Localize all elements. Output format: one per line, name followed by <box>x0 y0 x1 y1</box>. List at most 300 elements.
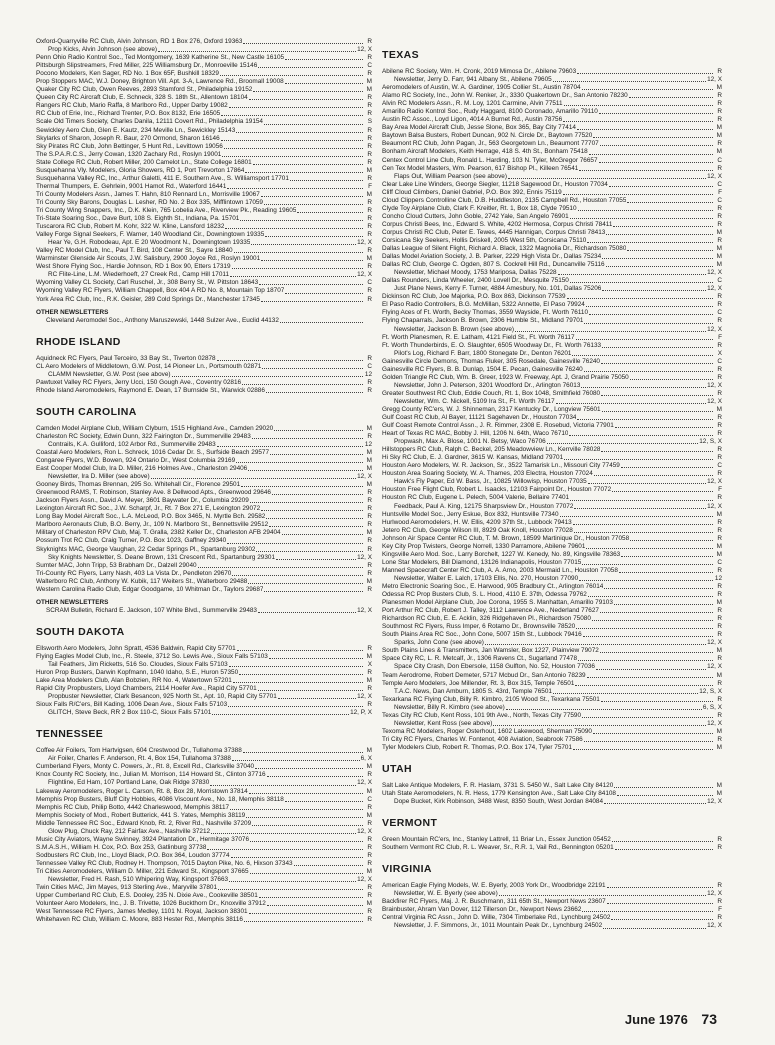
dot-leader <box>547 443 699 444</box>
entry-code: R <box>717 373 722 381</box>
dot-leader <box>269 658 363 659</box>
entry-code: M <box>716 550 722 558</box>
dot-leader <box>253 164 363 165</box>
entry-code: R <box>717 695 722 703</box>
entry-text: Flightline, Ed Ham, 107 Portland Lane, Oak Ridge 37830 <box>48 779 210 787</box>
entry-text: Sky Pirates RC Club, John Bettinger, 5 Hunt Rd., Levittown 19056 <box>36 142 223 150</box>
club-entry <box>36 505 372 513</box>
dot-leader <box>508 178 706 179</box>
dot-leader <box>261 260 363 261</box>
dot-leader <box>587 242 713 243</box>
dot-leader <box>261 196 363 197</box>
club-entry <box>382 680 722 688</box>
dot-leader <box>225 228 363 229</box>
entry-text: Planesmen Model Airplane Club, Joe Corona, 1955 S. Manhattan, Amarillo 79103 <box>382 599 613 607</box>
entry-text: Glow Plug, Chuck Ray, 212 Fairfax Ave., Nashville 37212 <box>48 827 211 835</box>
dot-leader <box>232 575 363 576</box>
dot-leader <box>267 905 363 906</box>
club-entry <box>36 763 372 771</box>
entry-text: Alamo RC Society, Inc., John W. Renker, Jr., 3330 Quakertown Dr., San Antonio 78230 <box>382 92 628 100</box>
entry-code: R <box>717 164 722 172</box>
dot-leader <box>290 180 363 181</box>
club-entry <box>382 140 722 148</box>
dot-leader <box>553 81 706 82</box>
newsletter-entry <box>382 438 722 446</box>
dot-leader <box>261 510 363 511</box>
entry-code: M <box>366 78 372 86</box>
dot-leader <box>506 709 702 710</box>
club-entry <box>382 898 722 906</box>
dot-leader <box>601 363 713 364</box>
entry-code: M <box>366 424 372 432</box>
newsletter-entry <box>382 575 722 583</box>
entry-code: R <box>717 422 722 430</box>
entry-code: R <box>717 836 722 844</box>
club-entry <box>36 86 372 94</box>
club-entry <box>36 279 372 287</box>
club-entry <box>36 387 372 395</box>
club-entry <box>36 425 372 433</box>
dot-leader <box>584 371 713 372</box>
newsletter-entry <box>382 798 722 806</box>
dot-leader <box>573 524 713 525</box>
entry-code: R <box>367 701 372 709</box>
entry-text: Flying Eagles Model Club, Inc., R. Steele, 3712 So. Lewis Ave., Sioux Falls 57103 <box>36 652 268 660</box>
entry-code: 12, X <box>357 779 372 787</box>
club-entry <box>382 116 722 124</box>
entry-code: R <box>717 100 722 108</box>
dot-leader <box>593 137 713 138</box>
entry-text: Clear Lake Line Winders, George Siegler, 11218 Sagewood Dr., Houston 77034 <box>382 180 608 188</box>
entry-code: 12, S, X <box>699 687 722 695</box>
dot-leader <box>264 124 363 125</box>
dot-leader <box>602 258 713 259</box>
club-entry <box>36 183 372 191</box>
entry-text: Cliff Cloud Climbers, Daniel Gabriel, P.O. Box 392, Ennis 75119 <box>382 188 562 196</box>
entry-text: Jackson Flyers Assn., David A. Meyer, 3601 Baywater Dr., Columbia 29209 <box>36 497 249 505</box>
entry-code: 12, P, X <box>350 709 372 717</box>
entry-code: 12, X <box>707 502 722 510</box>
dot-leader <box>229 107 363 108</box>
club-entry <box>382 406 722 414</box>
club-entry <box>36 788 372 796</box>
entry-text: Gregg County RC'ers, W. J. Shinneman, 2317 Kentucky Dr., Longview 75601 <box>382 405 601 413</box>
entry-text: Volunteer Aero Modelers, Inc., J. B. Trivette, 1026 Buckthorn Dr., Knoxville 37912 <box>36 900 266 908</box>
entry-code: R <box>717 92 722 100</box>
dot-leader <box>600 145 713 146</box>
entry-text: Tail Feathers, Jim Ricketts, 516 So. Cloudes, Sioux Falls 57103 <box>48 660 228 668</box>
entry-text: Scale Old Timers Society, Charles Danila, 12111 Covert Rd., Philadelphia 19154 <box>36 118 263 126</box>
entry-code: 12 <box>364 440 372 448</box>
entry-code: R <box>717 526 722 534</box>
entry-text: CL Aero Modelers of Middletown, G.W. Post, 14 Pioneer Ln., Portsmouth 02871 <box>36 362 262 370</box>
entry-text: Susquehanna Valley RC, Inc., Arthur Galetti, 411 E. Southern Ave., S. Williamsport 17701 <box>36 174 289 182</box>
entry-code: R <box>717 236 722 244</box>
entry-text: Propbuster Newsletter, Clark Besancon, 925 North St., Apt. 10, Rapid City 57701 <box>48 693 277 701</box>
entry-text: Tri Cities Aeromodelers, William D. Miller, 221 Edward St., Kingsport 37665 <box>36 867 249 875</box>
page-number: 73 <box>701 1011 717 1027</box>
entry-code: 12, X <box>707 719 722 727</box>
entry-code: R <box>717 518 722 526</box>
entry-text: Cleveland Aeromodel Soc., Anthony Maruszewski, 1448 Sulzer Ave., Euclid 44132 <box>46 316 279 324</box>
entry-code: 12, X <box>357 271 372 279</box>
club-entry <box>382 462 722 470</box>
entry-text: Newsletter, Jerry D. Farr, 941 Albany St., Abilene 79605 <box>394 76 552 84</box>
entry-text: Kingsville Aero Mod. Soc., Larry Borchelt, 1227 W. Kenedy, No. 89, Kingsville 78363 <box>382 550 621 558</box>
club-entry <box>36 586 372 594</box>
page-footer <box>625 1011 717 1027</box>
entry-code: R <box>367 771 372 779</box>
entry-text: Western Carolina Radio Club, Edgar Goodgame, 10 Whitman Dr., Taylors 29687 <box>36 585 264 593</box>
entry-code: M <box>366 867 372 875</box>
dot-leader <box>243 752 363 753</box>
dot-leader <box>579 170 713 171</box>
dot-leader <box>627 250 713 251</box>
dot-leader <box>221 115 363 116</box>
newsletter-entry <box>36 709 372 717</box>
entry-text: Austin RC Assoc., Loyd Ligon, 4014 A Burnet Rd., Austin 78756 <box>382 116 563 124</box>
dot-leader <box>285 59 363 60</box>
dot-leader <box>599 162 713 163</box>
entry-text: RC Flite-Line, L.M. Wiederhoeft, 27 Creek Rd., Camp Hill 17011 <box>48 271 230 279</box>
dot-leader <box>259 284 363 285</box>
club-entry <box>382 607 722 615</box>
entry-code: 6, S, X <box>702 703 722 711</box>
dot-leader <box>285 801 363 802</box>
dot-leader <box>256 551 363 552</box>
dot-leader <box>270 454 363 455</box>
entry-code: M <box>716 599 722 607</box>
club-entry <box>382 422 722 430</box>
entry-code: R <box>717 365 722 373</box>
entry-text: Dope Bucket, Kirk Robinson, 3488 West, 8350 South, West Jordan 84084 <box>394 798 604 806</box>
dot-leader <box>259 897 363 898</box>
entry-code: M <box>366 255 372 263</box>
dot-leader <box>245 172 363 173</box>
dot-leader <box>258 67 363 68</box>
club-entry <box>36 191 372 199</box>
club-entry <box>382 68 722 76</box>
club-entry <box>382 631 722 639</box>
club-entry <box>36 844 372 852</box>
dot-leader <box>493 725 706 726</box>
entry-text: Dallas RC Club, George C. Ogden, 807 S. Cockrell Hill Rd., Duncanville 75116 <box>382 261 605 269</box>
entry-text: CLAMM Newsletter, G.W. Post (see above) <box>48 370 171 378</box>
dot-leader <box>230 809 363 810</box>
entry-text: Newsletter, Wm. C. Nickell, 5109 Ira St., Ft. Worth 76117 <box>394 397 555 405</box>
entry-text: Utah State Aeromodelers, N. R. Hess, 1779 Kensington Ave., Salt Lake City 84108 <box>382 790 616 798</box>
dot-leader <box>210 785 356 786</box>
entry-text: Quaker City RC Club, Owen Reeves, 2893 Stamford St., Philadelphia 19152 <box>36 86 253 94</box>
dot-leader <box>584 323 713 324</box>
dot-leader <box>249 793 363 794</box>
club-entry <box>382 615 722 623</box>
left-column <box>36 38 372 924</box>
entry-code: 12, X <box>707 890 722 898</box>
entry-code: R <box>367 851 372 859</box>
entry-text: Tri County Wing Snappers, Inc., D.K. Klein, 765 Lobelia Ave., Riverview Pk., Reading 19605 <box>36 206 297 214</box>
entry-text: Air Foiler, Charles F. Anderson, Rt. 4, Box 154, Tullahoma 37388 <box>48 755 231 763</box>
entry-code: M <box>366 529 372 537</box>
entry-code: R <box>367 644 372 652</box>
entry-text: Coffee Air Foilers, Tom Hartvigsen, 604 Crestwood Dr., Tullahoma 37388 <box>36 747 242 755</box>
entry-text: Flaps Out, William Pearson (see above) <box>394 172 507 180</box>
dot-leader <box>297 212 363 213</box>
club-entry <box>36 836 372 844</box>
entry-text: Hillstoppers RC Club, Ralph C. Beckel, 205 Meadowview Ln., Kerrville 78028 <box>382 446 601 454</box>
entry-text: Newsletter, W. E. Byerly (see above) <box>394 890 498 898</box>
dot-leader <box>231 857 364 858</box>
entry-code: C <box>717 558 722 566</box>
entry-text: Valley RC Model Club, Inc., Paul T. Bird, 108 Center St., Sayre 18840 <box>36 247 233 255</box>
entry-text: Bay Area Model Aircraft Club, Jesse Slone, Box 365, Bay City 77414 <box>382 124 576 132</box>
dot-leader <box>582 717 713 718</box>
entry-text: Tyler Modelers Club, Robert R. Thomas, P.O. Box 174, Tyler 75701 <box>382 743 573 751</box>
entry-code: M <box>366 787 372 795</box>
entry-code: C <box>367 795 372 803</box>
entry-code: R <box>717 140 722 148</box>
club-entry <box>36 54 372 62</box>
entry-code: M <box>716 727 722 735</box>
club-entry <box>382 334 722 342</box>
entry-code: 12, X <box>357 827 372 835</box>
dot-leader <box>570 218 713 219</box>
club-entry <box>382 696 722 704</box>
entry-text: Memphis RC Club, Philip Botto, 4442 Charleswood, Memphis 38117 <box>36 803 230 811</box>
entry-code: M <box>366 900 372 908</box>
entry-code: M <box>366 457 372 465</box>
entry-text: Richardson RC Club, E. E. Acklin, 326 Ridgehaven Pl., Richardson 75080 <box>382 615 591 623</box>
entry-text: Queen City RC Aircraft Club, E. Schneck, 328 S. 18th St., Allentown 18104 <box>36 94 248 102</box>
entry-text: Upper Cumberland RC Club, E.S. Dooley, 235 N. Dixie Ave., Cookeville 38501 <box>36 892 258 900</box>
dot-leader <box>574 508 706 509</box>
entry-text: Sumter MAC, John Tripp, 53 Brabham Dr., Dalzell 29040 <box>36 561 197 569</box>
entry-text: Southmost RC Flyers, Russ Imper, 6 Rotamo Dr., Brownsville 78520 <box>382 623 576 631</box>
dot-leader <box>621 556 713 557</box>
entry-code: R <box>367 102 372 110</box>
entry-code: R <box>367 94 372 102</box>
club-entry <box>382 293 722 301</box>
entry-code: R <box>367 561 372 569</box>
entry-text: Charleston RC Society, Edwin Dunn, 322 Fairington Dr., Summerville 29483 <box>36 432 251 440</box>
entry-text: Congaree Flyers, W.D. Bowen, 924 Ontario Dr., West Columbia 29169 <box>36 457 236 465</box>
club-entry <box>36 537 372 545</box>
entry-text: Corpus Christi Bees, Inc., Edward S. White, 4202 Hermosa, Corpus Christi 78411 <box>382 220 613 228</box>
entry-text: Skyknights MAC, George Vaughan, 22 Cedar Springs Pl., Spartanburg 29302 <box>36 545 256 553</box>
dot-leader <box>232 268 363 269</box>
entry-code: 12, X <box>707 269 722 277</box>
dot-leader <box>264 591 363 592</box>
dot-leader <box>577 73 713 74</box>
dot-leader <box>603 928 706 929</box>
dot-leader <box>515 331 706 332</box>
club-entry <box>36 892 372 900</box>
entry-text: Tri County Sky Barons, Douglas L. Lesher, RD No. 2 Box 335, Mifflintown 17059 <box>36 198 263 206</box>
state-heading: UTAH <box>382 762 412 775</box>
newsletter-entry <box>382 269 722 277</box>
entry-code: 12, X <box>357 46 372 54</box>
dot-leader <box>236 462 363 463</box>
entry-code: R <box>367 354 372 362</box>
dot-leader <box>572 355 713 356</box>
entry-code: M <box>366 86 372 94</box>
entry-text: Sky Knights Newsletter, S. Deane Brown, 131 Crescent Rd., Spartanburg 29301 <box>48 553 275 561</box>
club-entry <box>36 908 372 916</box>
dot-leader <box>250 502 363 503</box>
entry-code: R <box>367 150 372 158</box>
entry-code: R <box>367 884 372 892</box>
dot-leader <box>563 194 713 195</box>
entry-text: Texarkana RC Flying Club, Billy R. Kimbro, 2105 Wood St., Texarkana 75501 <box>382 695 600 703</box>
dot-leader <box>250 841 363 842</box>
dot-leader <box>244 921 363 922</box>
dot-leader <box>582 89 713 90</box>
entry-text: Hawk's Fly Paper, Ed W. Bass, Jr., 10825 Willowisp, Houston 77035 <box>394 478 587 486</box>
dot-leader <box>583 636 713 637</box>
dot-leader <box>606 234 713 235</box>
entry-code: R <box>717 711 722 719</box>
club-entry <box>36 110 372 118</box>
entry-text: West Tennessee RC Flyers, James Medley, 1101 N. Royal, Jackson 38301 <box>36 908 248 916</box>
club-entry <box>36 70 372 78</box>
dot-leader <box>567 298 713 299</box>
club-entry <box>36 143 372 151</box>
newsletter-entry <box>382 285 722 293</box>
entry-code: R <box>717 204 722 212</box>
club-entry <box>382 84 722 92</box>
entry-text: Corsicana Sky Seekers, Hollis Driskell, 2005 West 5th, Corsicana 75110 <box>382 236 587 244</box>
other-newsletters-heading: OTHER NEWSLETTERS <box>36 308 109 316</box>
dot-leader <box>582 911 713 912</box>
club-entry <box>382 543 722 551</box>
entry-text: Bonham Aircraft Modelers, Keith Herrage, 418 S. 4th St., Bonham 75418 <box>382 148 588 156</box>
entry-text: Skylarks of Sharon, Joseph R. Baur, 270 Ormond, Sharon 16146 <box>36 134 220 142</box>
entry-code: 12, X <box>707 922 722 930</box>
newsletter-entry <box>36 46 372 54</box>
entry-code: M <box>716 671 722 679</box>
club-entry <box>382 108 722 116</box>
entry-text: Gulf Coast RC Club, Al Bayer, 11121 Sagehaven Dr., Houston 77034 <box>382 414 577 422</box>
dot-leader <box>592 620 713 621</box>
club-entry <box>36 868 372 876</box>
dot-leader <box>604 588 713 589</box>
dot-leader <box>629 97 713 98</box>
entry-text: Houston Free Flight Club, Robert L. Isaacks, 12103 Fairpoint Dr., Houston 77072 <box>382 486 612 494</box>
newsletter-entry <box>382 503 722 511</box>
newsletter-entry <box>382 663 722 671</box>
dot-leader <box>601 395 713 396</box>
entry-text: Pilot's Log, Richard F. Barr, 1800 Stonegate Dr., Denton 76201 <box>394 349 572 357</box>
entry-text: Long Bay Model Aircraft Soc., L.A. McLeod, P.O. Box 3465, N. Myrtle Bch. 29582 <box>36 513 266 521</box>
dot-leader <box>218 889 363 890</box>
club-entry <box>382 623 722 631</box>
entry-code: 12, X <box>357 239 372 247</box>
dot-leader <box>198 567 363 568</box>
entry-text: GLITCH, Steve Beck, RR 2 Box 110-C, Sioux Falls 57101 <box>48 709 212 717</box>
club-entry <box>36 521 372 529</box>
club-entry <box>36 255 372 263</box>
entry-code: 12, X <box>707 381 722 389</box>
entry-code: R <box>367 521 372 529</box>
dot-leader <box>278 698 356 699</box>
entry-text: Dallas Rounders, Linda Wheeler, 2400 Lovell Dr., Mesquite 75150 <box>382 277 569 285</box>
entry-text: Beaumont RC Club, John Pagan, Jr., 563 Georgetown Ln., Beaumont 77707 <box>382 140 599 148</box>
entry-code: 12, X <box>707 397 722 405</box>
entry-code: M <box>716 647 722 655</box>
entry-code: R <box>367 908 372 916</box>
entry-text: Oxford-Quarryville RC Club, Alvin Johnson, RD 1 Box 276, Oxford 19363 <box>36 38 243 45</box>
entry-text: Brainbuster, Ahram Van Dover, 112 Tillerson Dr., Newport News 23662 <box>382 906 582 914</box>
entry-text: Golden Triangle RC Club, Wm. B. Greer, 1923 W. Freeway, Apt. J, Grand Prairie 75050 <box>382 373 629 381</box>
club-entry <box>36 852 372 860</box>
dot-leader <box>556 403 706 404</box>
entry-text: Lakeway Aeromodelers, Roger L. Carson, Rt. 8, Box 28, Morristown 37814 <box>36 787 248 795</box>
entry-code: R <box>717 470 722 478</box>
entry-code: R <box>717 220 722 228</box>
dot-leader <box>627 202 713 203</box>
club-entry <box>382 672 722 680</box>
club-entry <box>382 124 722 132</box>
entry-text: Gainesville RC Flyers, B. B. Dunlap, 1504 E. Pecan, Gainesville 76240 <box>382 365 583 373</box>
club-entry <box>382 374 722 382</box>
club-entry <box>382 454 722 462</box>
entry-text: Whitehaven RC Club, William C. Moore, 883 Hester Rd., Memphis 38116 <box>36 916 243 924</box>
entry-code: R <box>367 859 372 867</box>
club-entry <box>382 157 722 165</box>
newsletter-entry <box>382 76 722 84</box>
entry-code: R <box>717 735 722 743</box>
entry-code: R <box>717 882 722 890</box>
dot-leader <box>236 132 363 133</box>
club-entry <box>382 205 722 213</box>
dot-leader <box>573 749 713 750</box>
entry-code: M <box>716 510 722 518</box>
club-entry <box>36 102 372 110</box>
entry-code: 12, X <box>357 693 372 701</box>
dot-leader <box>578 210 713 211</box>
newsletter-entry <box>36 828 372 836</box>
entry-text: Southern Vermont RC Club, R. L. Weaver, Sr., R.R. 1, Vail Rd., Bennington 05201 <box>382 844 614 852</box>
entry-code: C <box>717 309 722 317</box>
newsletter-entry <box>382 890 722 898</box>
entry-text: Centex Control Line Club, Ronald L. Harding, 103 N. Tyler, McGregor 76657 <box>382 156 598 164</box>
club-entry <box>36 167 372 175</box>
entry-text: Flying Aces of Ft. Worth, Becky Thomas, 3559 Wayside, Ft. Worth 76110 <box>382 309 589 317</box>
entry-code: R <box>717 212 722 220</box>
entry-code: 12, X <box>707 172 722 180</box>
dot-leader <box>229 666 363 667</box>
right-column <box>382 38 722 931</box>
club-entry <box>36 820 372 828</box>
club-entry <box>36 449 372 457</box>
club-entry <box>36 481 372 489</box>
club-entry <box>382 189 722 197</box>
dot-leader <box>237 650 363 651</box>
club-entry <box>36 685 372 693</box>
entry-text: Sodbusters RC Club, Inc., Lloyd Black, P.O. Box 364, Loudon 37774 <box>36 851 230 859</box>
dot-leader <box>586 306 713 307</box>
dot-leader <box>570 282 713 283</box>
entry-text: Walterboro RC Club, Anthony W. Kubik, 117 Weiters St., Walterboro 29488 <box>36 577 248 585</box>
entry-text: Valley Forge Signal Seekers, F. Warner, 140 Woodland Cir., Downingtown 19335 <box>36 231 265 239</box>
entry-text: Coastal Aero Modelers, Ron L. Schreck, 1016 Cedar Dr. S., Surfside Beach 29577 <box>36 448 270 456</box>
entry-code: R <box>367 892 372 900</box>
entry-text: Newsletter, J. F. Simmons, Jr., 1011 Mountain Peak Dr., Lynchburg 24502 <box>394 922 603 930</box>
dot-leader <box>588 596 713 597</box>
entry-text: El Paso Radio Controllers, B.G. McMillan, 5322 Annette, El Paso 79924 <box>382 301 585 309</box>
entry-text: Johnson Air Space Center RC Club, T. M. Brown, 18599 Martinique Dr., Houston 77058 <box>382 534 630 542</box>
dot-leader <box>594 475 713 476</box>
